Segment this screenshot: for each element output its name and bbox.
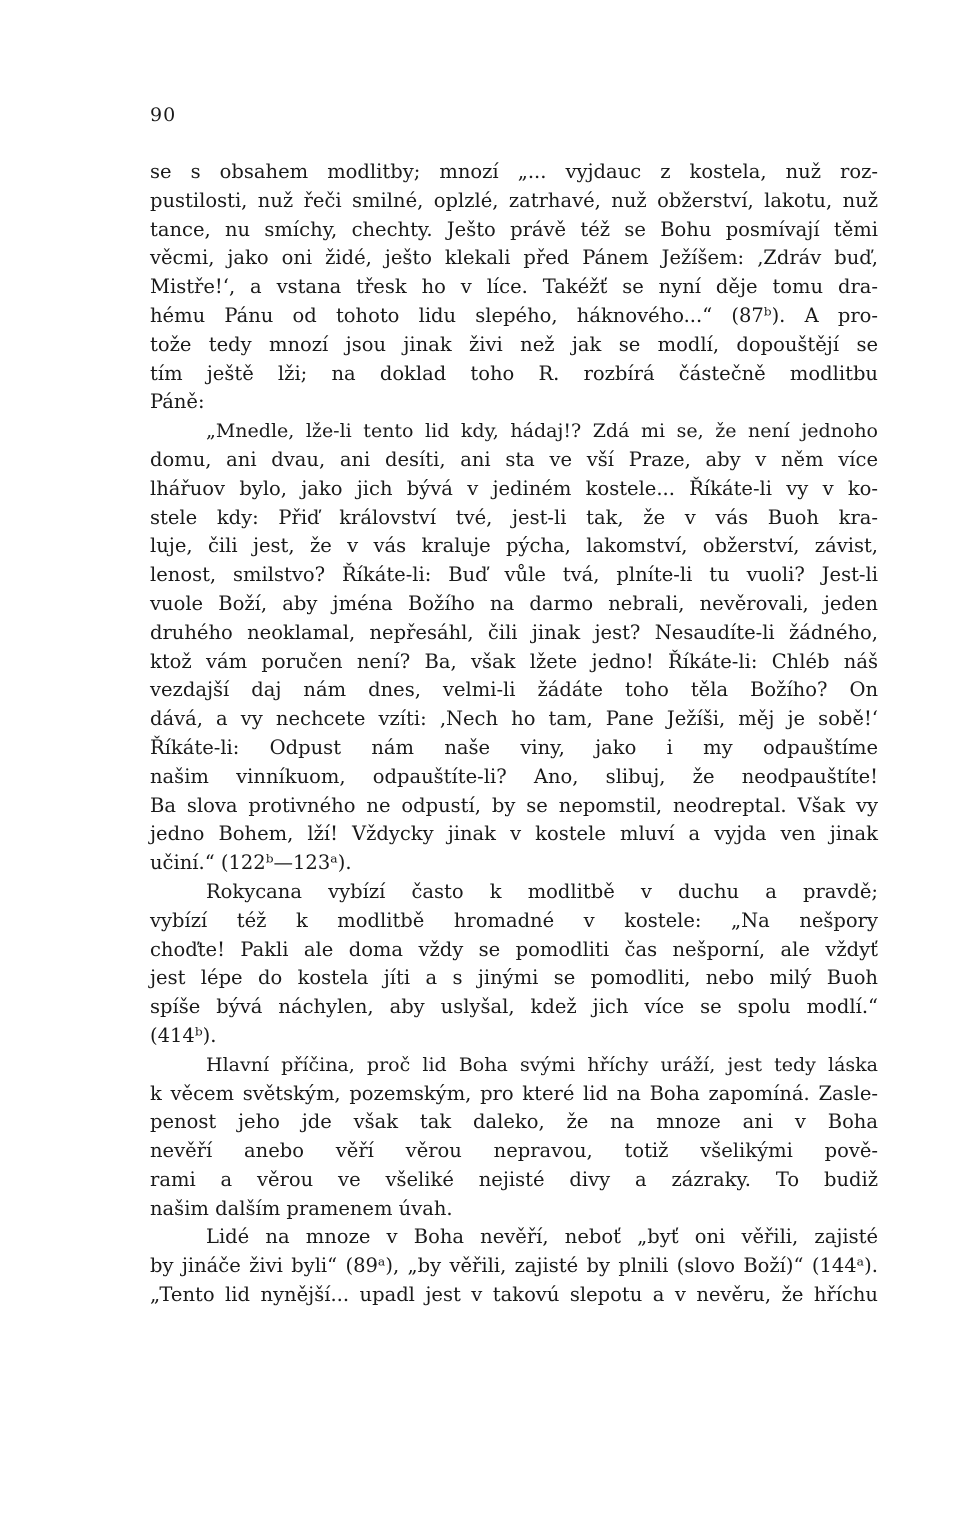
- text-line: věcmi, jako oni židé, ješto klekali před Pánem Ježíšem: ‚Zdráv buď,: [150, 246, 878, 270]
- text-line: našim dalším pramenem úvah.: [150, 1196, 453, 1220]
- text-line: Lidé na mnoze v Boha nevěří, neboť „byť oni věřili, zajisté: [206, 1225, 878, 1249]
- text-line: „Mnedle, lže-li tento lid kdy, hádaj!? Zdá mi se, že není jednoho: [206, 420, 878, 443]
- text-line: lenost, smilstvo? Říkáte-li: Buď vůle tvá, plníte-li tu vuoli? Jest-li: [150, 563, 878, 587]
- text-line: rami a věrou ve všeliké nejisté divy a zázraky. To budiž: [150, 1167, 878, 1191]
- text-line: vuole Boží, aby jména Božího na darmo nebrali, nevěrovali, jeden: [150, 591, 878, 615]
- text-line: „Tento lid nynější... upadl jest v takovú slepotu a v nevěru, že hříchu: [150, 1283, 878, 1307]
- text-line: spíše bývá náchylen, aby uslyšal, kdež jich více se spolu modlí.“: [150, 995, 878, 1019]
- text-line: k věcem světským, pozemským, pro které lid na Boha zapomíná. Zasle-: [150, 1081, 878, 1105]
- text-line: našim vinníkuom, odpauštíte-li? Ano, slibuj, že neodpauštíte!: [150, 764, 878, 788]
- text-line: hému Pánu od tohoto lidu slepého, háknového...“ (87ᵇ). A pro-: [150, 303, 878, 327]
- text-line: Mistře!‘, a vstana třesk ho v líce. Takéžť se nyní děje tomu dra-: [150, 275, 878, 299]
- text-line: lhářuov bylo, jako jich bývá v jediném kostele... Říkáte-li vy v ko-: [150, 476, 878, 500]
- body-text: [150, 158, 878, 1310]
- text-line: dává, a vy nechcete vzíti: ‚Nech ho tam, Pane Ježíši, měj je sobě!‘: [150, 707, 878, 731]
- text-line: Rokycana vybízí často k modlitbě v duchu a pravdě;: [206, 879, 878, 903]
- text-line: jedno Bohem, lží! Vždycky jinak v kostele mluví a vyjda ven jinak: [150, 822, 878, 846]
- text-line: jest lépe do kostela jíti a s jinými se pomodliti, nebo milý Buoh: [150, 966, 878, 990]
- text-line: Říkáte-li: Odpust nám naše viny, jako i my odpauštíme: [150, 735, 878, 759]
- text-line: domu, ani dvau, ani desíti, ani sta ve vší Praze, aby v něm více: [150, 447, 878, 471]
- text-line: tance, nu smíchy, chechty. Ješto právě též se Bohu posmívají těmi: [150, 217, 878, 241]
- text-line: (414ᵇ).: [150, 1023, 217, 1047]
- text-line: se s obsahem modlitby; mnozí „... vyjdauc z kostela, nuž roz-: [150, 160, 878, 183]
- text-line: tože tedy mnozí jsou jinak živi než jak se modlí, dopouštějí se: [150, 332, 878, 356]
- text-line: Páně:: [150, 390, 205, 414]
- text-line: choďte! Pakli ale doma vždy se pomodliti čas nešporní, ale vždyť: [150, 937, 878, 961]
- text-line: vybízí též k modlitbě hromadné v kostele: „Na nešpory: [150, 908, 878, 932]
- text-line: stele kdy: Přiď království tvé, jest-li tak, že v vás Buoh kra-: [150, 505, 878, 529]
- text-line: Ba slova protivného ne odpustí, by se nepomstil, neodreptal. Však vy: [150, 793, 878, 817]
- text-line: luje, čili jest, že v vás kraluje pýcha, lakomství, obžerství, závist,: [150, 534, 878, 558]
- text-line: vezdajší daj nám dnes, velmi-li žádáte toho těla Božího? On: [150, 678, 878, 702]
- page-number: 90: [150, 104, 177, 126]
- text-line: ktož vám poručen není? Ba, však lžete jedno! Říkáte-li: Chléb náš: [150, 649, 878, 673]
- text-line: penost jeho jde však tak daleko, že na mnoze ani v Boha: [150, 1110, 878, 1134]
- text-line: tím ještě lži; na doklad toho R. rozbírá částečně modlitbu: [150, 361, 878, 385]
- text-line: Hlavní příčina, proč lid Boha svými hříchy uráží, jest tedy láska: [206, 1053, 878, 1076]
- text-line: druhého neoklamal, nepřesáhl, čili jinak jest? Nesaudíte-li žádného,: [150, 620, 878, 644]
- text-line: učiní.“ (122ᵇ—123ᵃ).: [150, 851, 352, 875]
- text-line: nevěří anebo věří věrou nepravou, totiž všelikými pově-: [150, 1139, 878, 1163]
- text-line: pustilosti, nuž řeči smilné, oplzlé, zatrhavé, nuž obžerství, lakotu, nuž: [150, 188, 878, 212]
- text-line: by jináče živi byli“ (89ᵃ), „by věřili, zajisté by plnili (slovo Boží)“ (144ᵃ).: [150, 1254, 878, 1278]
